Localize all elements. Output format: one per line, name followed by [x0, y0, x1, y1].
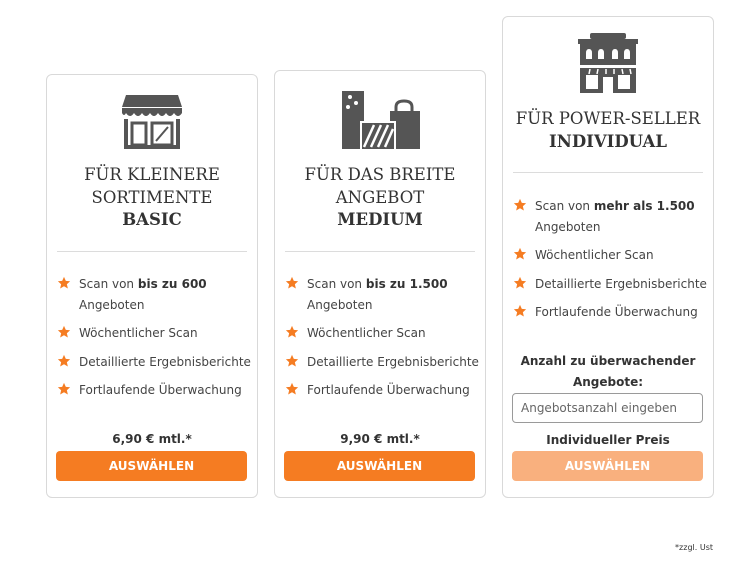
- feature-text: Detaillierte Ergebnisberichte: [535, 276, 707, 291]
- feature-text: Fortlaufende Überwachung: [307, 383, 470, 397]
- feature-item: [57, 323, 251, 344]
- feature-text: Detaillierte Ergebnisberichte: [307, 354, 479, 369]
- quantity-input[interactable]: [512, 393, 703, 423]
- quantity-label: Anzahl zu überwachender Angebote:: [520, 354, 696, 389]
- feature-item: [57, 352, 251, 373]
- feature-text: Wöchentlicher Scan: [79, 326, 198, 340]
- feature-item: [513, 245, 707, 266]
- select-basic-button[interactable]: AUSWÄHLEN: [56, 451, 247, 481]
- select-individual-button[interactable]: AUSWÄHLEN: [512, 451, 703, 481]
- feature-item: [285, 274, 479, 315]
- feature-text: Detaillierte Ergebnisberichte: [79, 354, 251, 369]
- feature-item: [285, 323, 479, 344]
- star-icon: [513, 198, 527, 212]
- feature-text: Wöchentlicher Scan: [535, 248, 654, 262]
- feature-list: [57, 274, 251, 409]
- feature-item: [285, 380, 479, 401]
- department-store-icon: [503, 33, 713, 93]
- vat-footnote: *zzgl. Ust: [675, 543, 713, 552]
- feature-item: [513, 274, 707, 295]
- select-medium-button[interactable]: AUSWÄHLEN: [284, 451, 475, 481]
- plan-card-individual: [502, 16, 714, 498]
- small-shop-icon: [47, 91, 257, 151]
- star-icon: [513, 304, 527, 318]
- plan-price: 9,90 € mtl.*: [340, 432, 420, 446]
- star-icon: [57, 276, 71, 290]
- feature-text: Scan von bis zu 1.500 Angeboten: [307, 277, 448, 312]
- star-icon: [57, 325, 71, 339]
- star-icon: [285, 354, 299, 368]
- feature-list: [513, 196, 707, 331]
- plan-card-basic: [46, 74, 258, 498]
- star-icon: [513, 247, 527, 261]
- feature-list: [285, 274, 479, 409]
- feature-item: [285, 352, 479, 373]
- plan-title: FÜR DAS BREITE ANGEBOT MEDIUM: [304, 165, 456, 229]
- plan-price: 6,90 € mtl.*: [112, 432, 192, 446]
- plan-title: FÜR POWER-SELLER INDIVIDUAL: [515, 109, 701, 151]
- feature-item: [513, 302, 707, 323]
- divider: [513, 172, 703, 173]
- star-icon: [57, 354, 71, 368]
- star-icon: [285, 325, 299, 339]
- feature-item: [57, 380, 251, 401]
- divider: [285, 251, 475, 252]
- star-icon: [513, 276, 527, 290]
- feature-item: [513, 196, 707, 237]
- feature-text: Wöchentlicher Scan: [307, 326, 426, 340]
- feature-text: Scan von bis zu 600 Angeboten: [79, 277, 207, 312]
- divider: [57, 251, 247, 252]
- feature-text: Fortlaufende Überwachung: [535, 305, 698, 319]
- shopping-bags-icon: [275, 87, 485, 149]
- star-icon: [285, 276, 299, 290]
- feature-item: [57, 274, 251, 315]
- feature-text: Fortlaufende Überwachung: [79, 383, 242, 397]
- star-icon: [285, 382, 299, 396]
- plan-card-medium: [274, 70, 486, 498]
- plan-price: Individueller Preis: [546, 433, 670, 447]
- plan-title: FÜR KLEINERE SORTIMENTE BASIC: [84, 165, 220, 229]
- star-icon: [57, 382, 71, 396]
- feature-text: Scan von mehr als 1.500 Angeboten: [535, 199, 695, 234]
